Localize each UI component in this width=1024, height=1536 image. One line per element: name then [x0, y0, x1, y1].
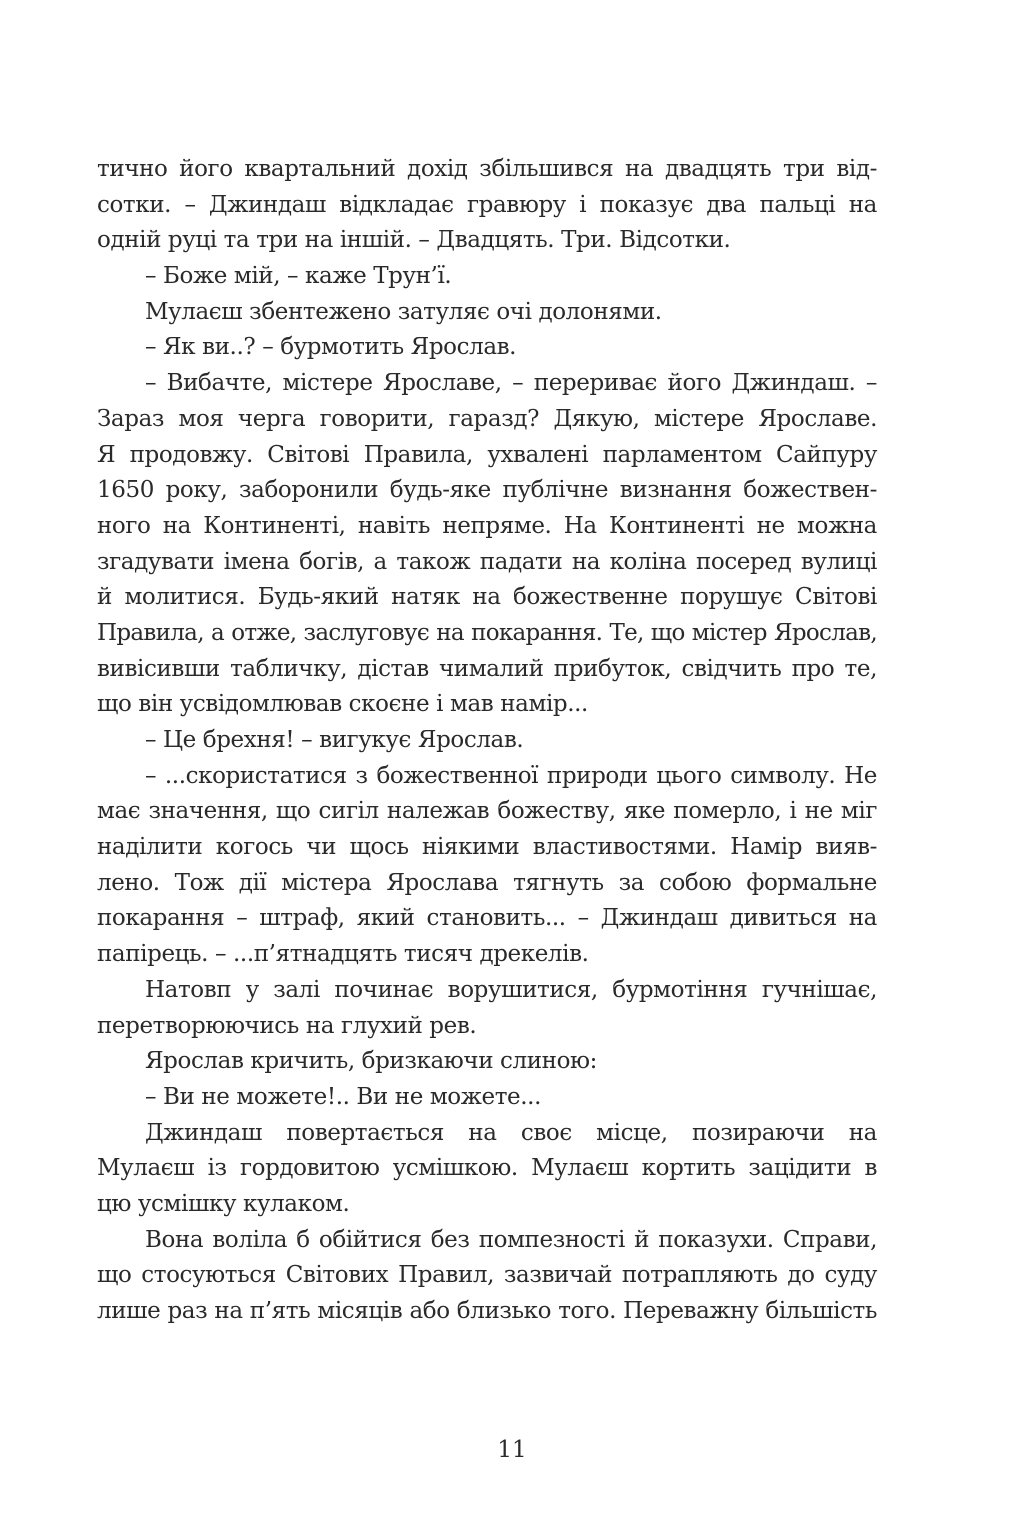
text-line: Натовп у залі починає ворушитися, бурмотіння гучнішає,	[145, 976, 877, 1003]
body-text	[97, 152, 877, 1330]
text-line: лено. Тож дії містера Ярослава тягнуть за собою формальне	[97, 869, 877, 896]
text-line: цю усмішку кулаком.	[97, 1190, 350, 1217]
text-line: вивісивши табличку, дістав чималий прибуток, свідчить про те,	[97, 655, 877, 682]
text-line: – Ви не можете!.. Ви не можете...	[145, 1083, 541, 1110]
text-line: Я продовжу. Світові Правила, ухвалені парламентом Сайпуру	[97, 441, 877, 468]
text-line: – Це брехня! – вигукує Ярослав.	[145, 727, 524, 753]
text-line: Джиндаш повертається на своє місце, позираючи на	[145, 1119, 877, 1146]
text-line: Зараз моя черга говорити, гаразд? Дякую, містере Ярославе.	[97, 405, 877, 432]
text-line: – Як ви..? – бурмотить Ярослав.	[145, 334, 517, 361]
text-line: Вона воліла б обійтися без помпезності й показухи. Справи,	[145, 1226, 877, 1253]
text-line: що він усвідомлював скоєне і мав намір...	[97, 691, 588, 718]
text-line: Правила, а отже, заслуговує на покарання. Те, що містер Ярослав,	[97, 619, 877, 646]
text-line: одній руці та три на іншій. – Двадцять. Три. Відсотки.	[97, 227, 731, 254]
text-line: Мулаєш із гордовитою усмішкою. Мулаєш кортить зацідити в	[97, 1155, 877, 1182]
text-line: – ...скористатися з божественної природи цього символу. Не	[145, 762, 877, 789]
text-line: Ярослав кричить, бризкаючи слиною:	[145, 1048, 598, 1075]
text-line: ного на Континенті, навіть непряме. На Континенті не можна	[97, 512, 877, 539]
text-line: сотки. – Джиндаш відкладає гравюру і показує два пальці на	[97, 191, 877, 218]
page-number: 11	[497, 1437, 527, 1463]
text-line: покарання – штраф, який становить... – Джиндаш дивиться на	[97, 905, 877, 932]
text-line: – Вибачте, містере Ярославе, – перериває його Джиндаш. –	[145, 370, 877, 397]
text-line: 1650 року, заборонили будь-яке публічне визнання божествен-	[97, 477, 877, 504]
text-line: Мулаєш збентежено затуляє очі долонями.	[145, 298, 662, 325]
text-line: що стосуються Світових Правил, зазвичай потрапляють до суду	[97, 1262, 877, 1289]
text-line: папірець. – ...п’ятнадцять тисяч дрекелів.	[97, 941, 589, 968]
text-line: – Боже мій, – каже Трун’ї.	[145, 263, 452, 290]
text-line: перетворюючись на глухий рев.	[97, 1012, 477, 1039]
text-line: згадувати імена богів, а також падати на коліна посеред вулиці	[97, 548, 877, 575]
text-line: має значення, що сигіл належав божеству, яке померло, і не міг	[97, 798, 877, 825]
text-line: тично його квартальний дохід збільшився на двадцять три від-	[97, 156, 877, 182]
text-line: лише раз на п’ять місяців або близько того. Переважну більшість	[97, 1298, 877, 1324]
text-line: наділити когось чи щось ніякими властивостями. Намір вияв-	[97, 834, 877, 861]
text-line: й молитися. Будь-який натяк на божественне порушує Світові	[97, 584, 877, 611]
